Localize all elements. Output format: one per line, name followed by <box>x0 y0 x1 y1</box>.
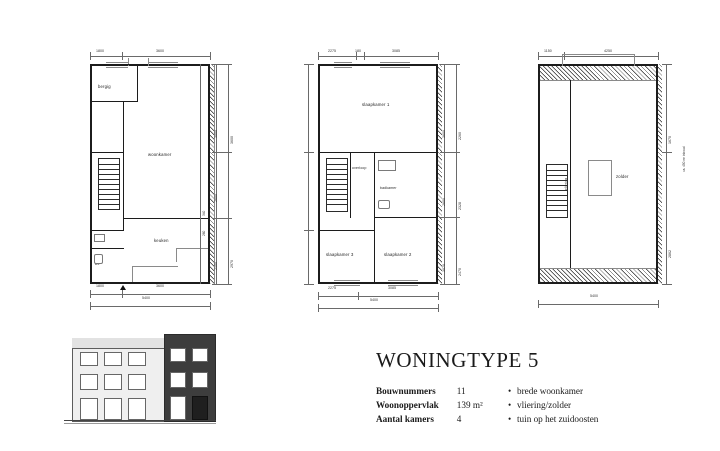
feature-label: tuin op het zuidoosten <box>517 414 599 424</box>
spec-key: Bouwnummers <box>376 386 436 396</box>
elevation-window <box>80 374 98 390</box>
spec-row <box>376 386 483 400</box>
entrance-marker <box>120 285 126 290</box>
dim-right-3: 2150 <box>214 262 218 270</box>
dim3-right-3: ca. 450 m³ inhoud <box>682 146 686 172</box>
room-label-keuken: keuken <box>154 238 169 243</box>
elevation-window <box>104 398 122 420</box>
dim2-bot-total: 5400 <box>370 298 378 302</box>
elevation-window <box>128 374 146 390</box>
elevation-window <box>128 352 146 366</box>
elevation-window <box>192 372 208 388</box>
stair-ground <box>98 158 120 210</box>
dim-right-2: 2600 <box>214 194 218 202</box>
elevation-front <box>64 330 216 426</box>
feature-label: brede woonkamer <box>517 386 584 396</box>
dim-right-5: 2970 <box>230 260 234 268</box>
spec-value: 4 <box>456 414 462 424</box>
dim2-top-2: 180 <box>355 49 361 53</box>
list-item <box>508 400 598 414</box>
elevation-window <box>170 372 186 388</box>
floor-plan-attic <box>518 40 698 310</box>
bullet-icon: • <box>508 386 512 396</box>
dim3-bot-total: 5400 <box>590 294 598 298</box>
elevation-window <box>80 352 98 366</box>
dim-bot-2: 3600 <box>156 284 164 288</box>
feature-list <box>508 386 598 428</box>
dim2-top-3: 3085 <box>392 49 400 53</box>
room-label-zolder: zolder <box>616 174 629 179</box>
elevation-door <box>192 396 208 420</box>
dim2-right-6: 2470 <box>458 268 462 276</box>
page-title: WONINGTYPE 5 <box>376 348 539 372</box>
dim-bot-total: 5400 <box>142 296 150 300</box>
room-label-slaapkamer-2: slaapkamer 2 <box>384 252 412 257</box>
dim2-bot-1: 2275 <box>328 286 336 290</box>
dim2-top-1: 2275 <box>328 49 336 53</box>
dim-right-1: 3000 <box>214 130 218 138</box>
elevation-window <box>170 348 186 362</box>
dim-right-6: 260 <box>202 230 206 236</box>
elevation-window <box>128 398 146 420</box>
room-label-bergig: bergig <box>98 84 111 89</box>
dim2-right-5: 2328 <box>458 202 462 210</box>
spec-key: Woonoppervlak <box>376 400 439 410</box>
dim3-top-1: 1150 <box>544 49 552 53</box>
spec-value: 139 m² <box>456 400 483 410</box>
dim-top-1: 1800 <box>96 49 104 53</box>
list-item <box>508 414 598 428</box>
spec-row <box>376 400 483 414</box>
room-label-overloop: overloop <box>352 166 367 170</box>
bullet-icon: • <box>508 414 512 424</box>
dim2-right-3: 3070 <box>442 264 446 272</box>
dim-bot-1: 1800 <box>96 284 104 288</box>
room-label-badkamer: badkamer <box>380 186 397 190</box>
dim3-top-2: 4250 <box>604 49 612 53</box>
elevation-window <box>104 352 122 366</box>
spec-key: Aantal kamers <box>376 414 434 424</box>
floor-plan-first <box>300 40 470 310</box>
elevation-window <box>80 398 98 420</box>
elevation-roof <box>72 338 164 349</box>
stair-first <box>326 158 348 212</box>
elevation-window <box>192 348 208 362</box>
dim2-right-4: 2260 <box>458 132 462 140</box>
dim-right-7: 340 <box>202 210 206 216</box>
elevation-window <box>104 374 122 390</box>
room-label-slaapkamer-1: slaapkamer 1 <box>362 102 390 107</box>
dim2-bot-2: 3085 <box>388 286 396 290</box>
elevation-ground-line-secondary <box>64 423 216 424</box>
dim3-right-2: 2862 <box>668 250 672 258</box>
elevation-window <box>170 396 186 420</box>
dim2-right-2: 2600 <box>442 198 446 206</box>
dim-top-2: 3600 <box>156 49 164 53</box>
spec-table <box>376 386 483 428</box>
floor-plan-ground <box>76 40 246 310</box>
spec-value: 11 <box>456 386 466 396</box>
dim3-right-1: 1670 <box>668 136 672 144</box>
elevation-ground-line <box>64 420 216 421</box>
room-label-vliering: vliering <box>564 177 568 190</box>
room-label-wc: wc <box>95 262 100 266</box>
spec-row <box>376 414 483 428</box>
list-item <box>508 386 598 400</box>
stair-attic <box>546 164 568 218</box>
feature-label: vliering/zolder <box>517 400 572 410</box>
room-label-woonkamer: woonkamer <box>148 152 172 157</box>
dim-right-4: 3600 <box>230 136 234 144</box>
bullet-icon: • <box>508 400 512 410</box>
room-label-slaapkamer-3: slaapkamer 3 <box>326 252 354 257</box>
dim2-right-1: 3600 <box>442 130 446 138</box>
